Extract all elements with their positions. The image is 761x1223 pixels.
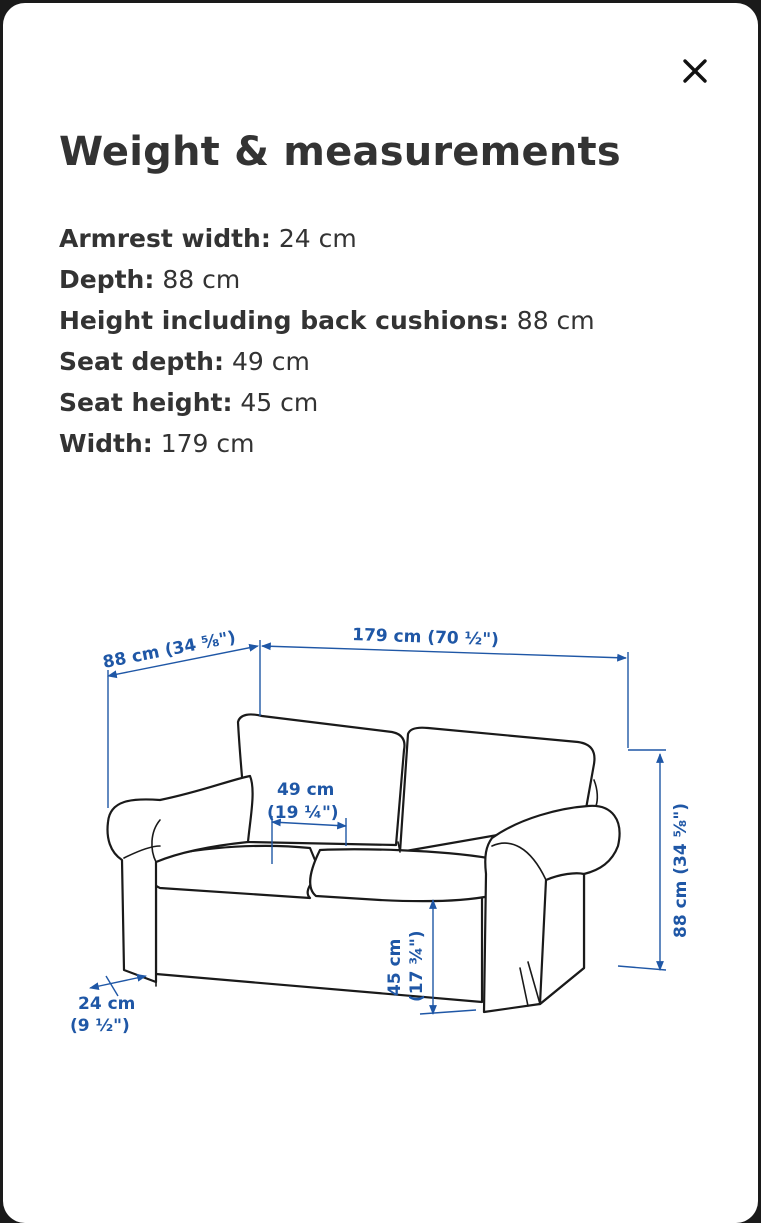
seat-height-in-label: (17 ¾") — [407, 930, 427, 1002]
armrest-cm-label: 24 cm — [78, 994, 136, 1014]
spec-label: Armrest width: — [59, 224, 271, 253]
measurements-sheet — [3, 3, 758, 1223]
seat-height-cm-label: 45 cm — [385, 938, 405, 996]
height-right-label: 88 cm (34 ⁵⁄₈") — [671, 803, 691, 938]
right-arm-front — [540, 873, 584, 1004]
spec-value: 88 cm — [162, 265, 241, 294]
spec-value: 88 cm — [516, 306, 595, 335]
spec-value: 49 cm — [231, 347, 310, 376]
spec-label: Seat height: — [59, 388, 233, 417]
depth-top-label: 88 cm (34 ⁵⁄₈") — [101, 627, 238, 673]
spec-label: Width: — [59, 429, 153, 458]
spec-value: 24 cm — [278, 224, 357, 253]
seat-depth-cm-label: 49 cm — [277, 780, 335, 800]
sofa-dimension-diagram — [3, 3, 758, 1200]
armrest-in-label: (9 ½") — [70, 1016, 130, 1036]
spec-label: Seat depth: — [59, 347, 224, 376]
right-seat-cushion — [310, 849, 490, 901]
page-title: Weight & measurements — [59, 129, 621, 175]
spec-label: Depth: — [59, 265, 155, 294]
spec-value: 179 cm — [160, 429, 255, 458]
width-top-label: 179 cm (70 ½") — [351, 625, 500, 651]
sofa-drawing — [108, 714, 620, 1012]
seat-depth-in-label: (19 ¼") — [267, 803, 339, 823]
spec-value: 45 cm — [240, 388, 319, 417]
spec-label: Height including back cushions: — [59, 306, 509, 335]
